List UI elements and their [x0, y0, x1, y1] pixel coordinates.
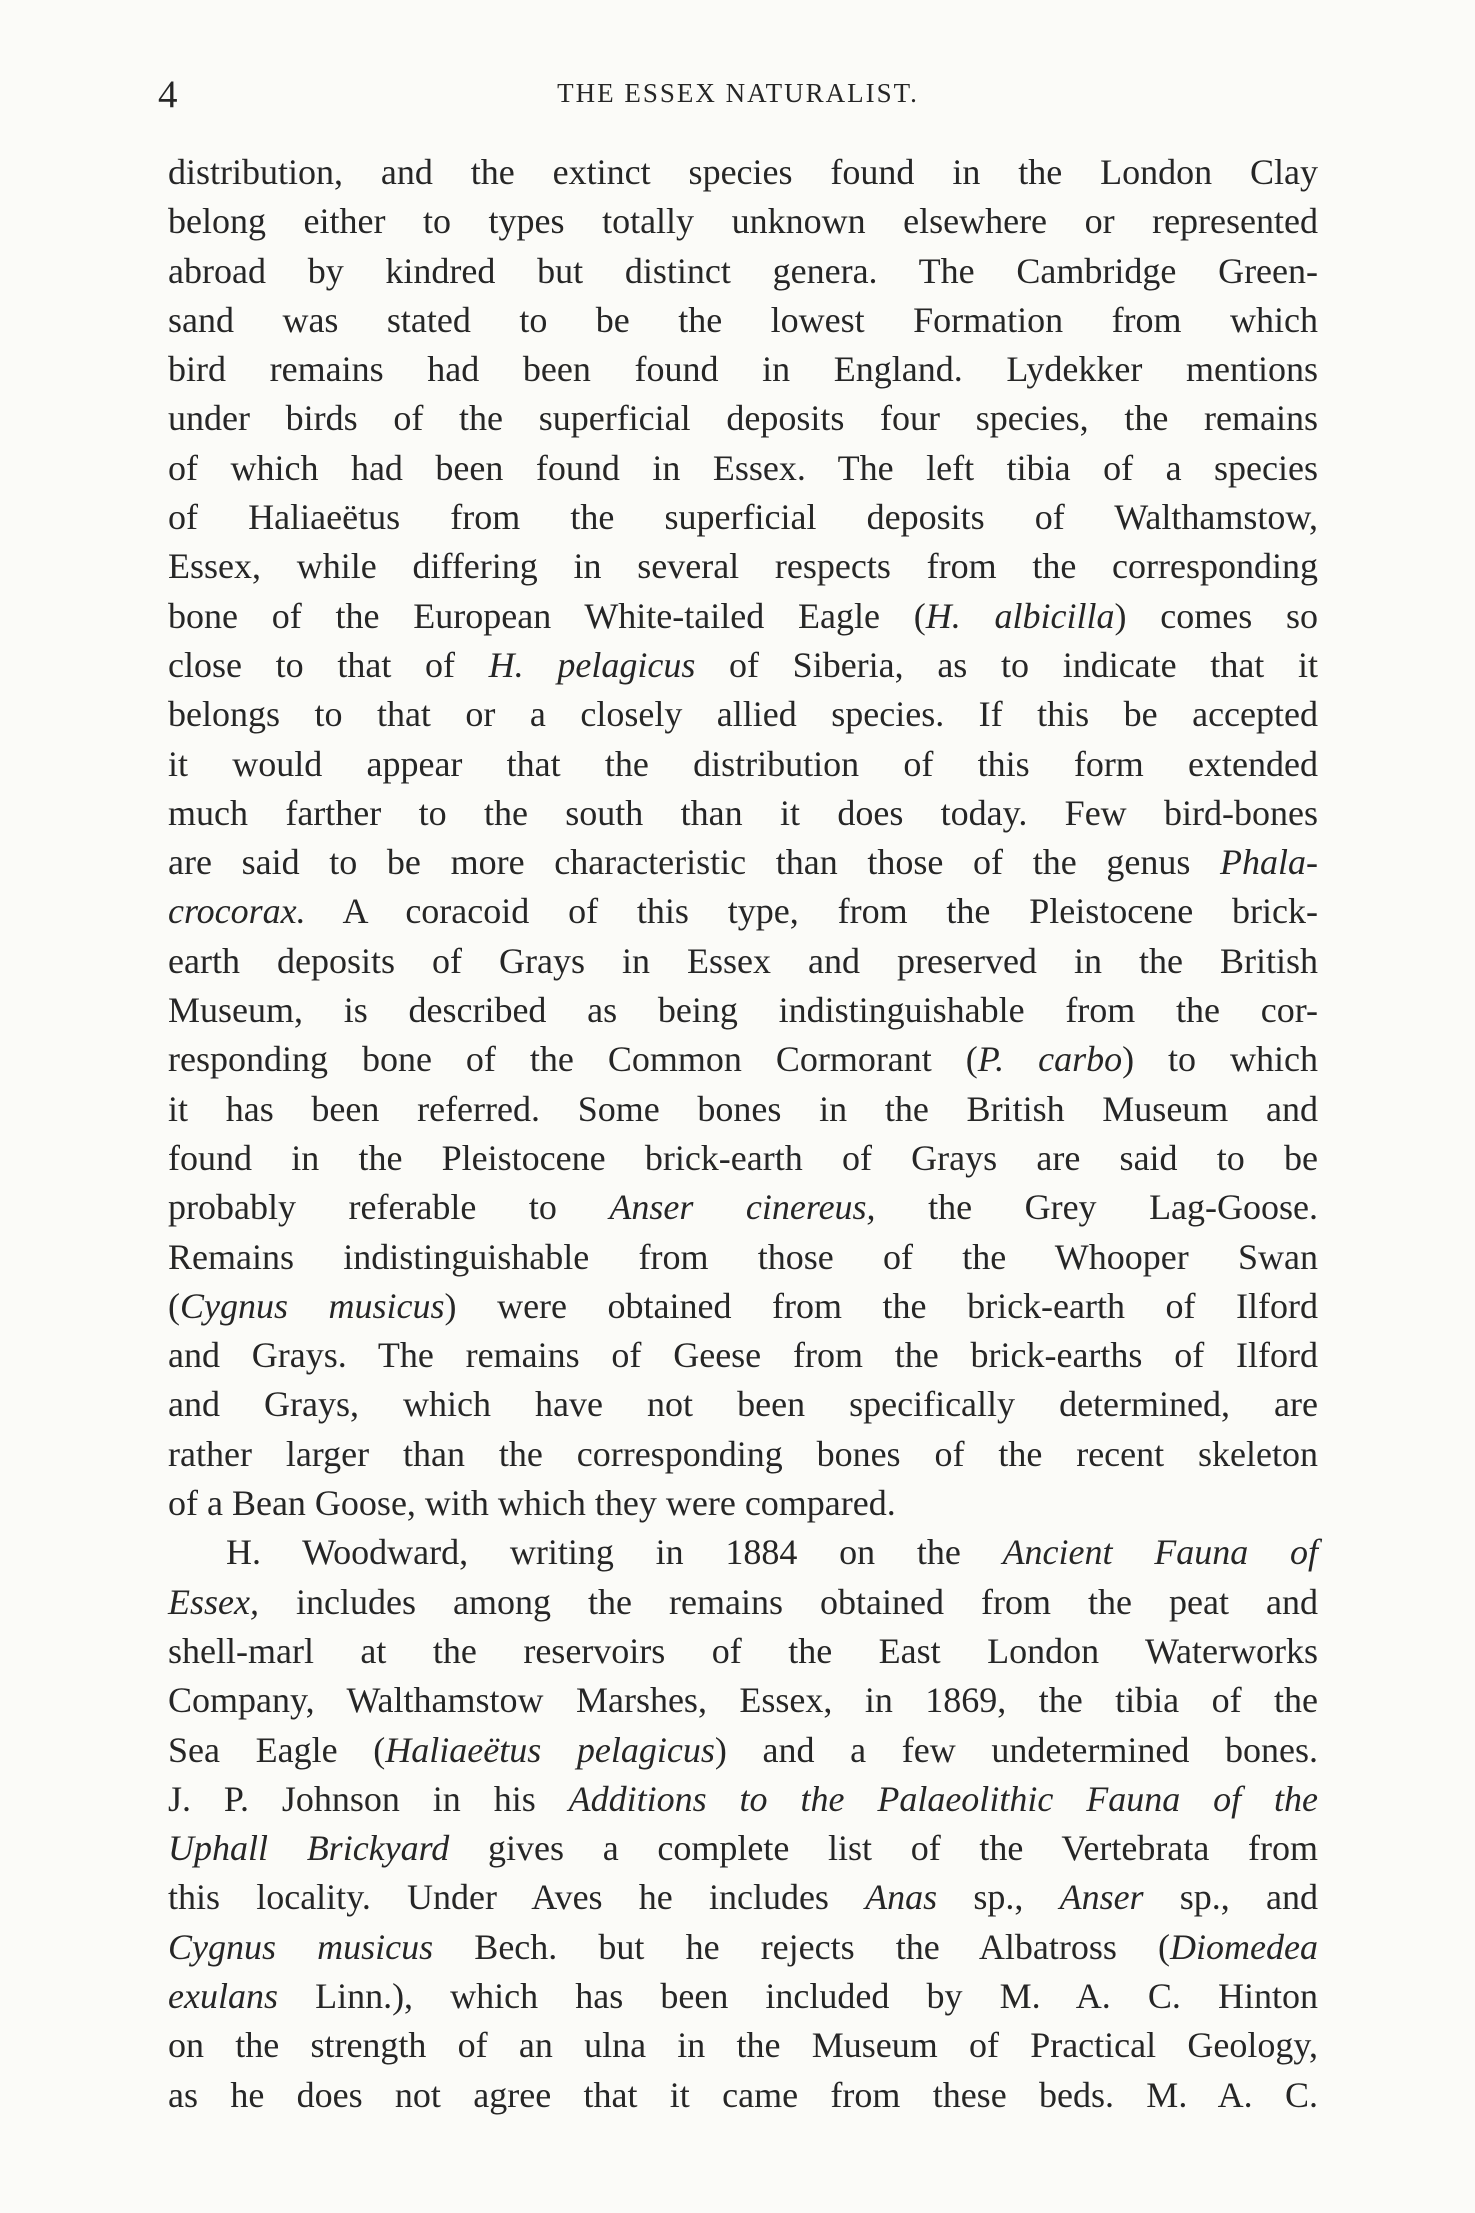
text-segment: Company, Walthamstow Marshes, Essex, in 1869, the tibia of the	[168, 1680, 1318, 1721]
text-segment: Museum, is described as being indistinguishable from the cor-	[168, 990, 1318, 1031]
text-segment: (	[168, 1285, 180, 1326]
text-line	[168, 2021, 1318, 2070]
text-segment: distribution, and the extinct species found in the London Clay	[168, 152, 1318, 192]
text-line	[168, 887, 1318, 936]
text-segment: are said to be more characteristic than those of the genus	[168, 842, 1221, 883]
text-segment: Bech. but he rejects the Albatross (	[433, 1926, 1171, 1967]
text-segment: it has been referred. Some bones in the British Museum and	[168, 1088, 1318, 1129]
text-line	[168, 296, 1318, 345]
italic-segment: Uphall Brickyard	[168, 1828, 450, 1869]
italic-segment: Haliaeëtus pelagicus	[385, 1729, 715, 1770]
text-line	[168, 1282, 1318, 1331]
text-segment: of which had been found in Essex. The left tibia of a species	[168, 447, 1318, 488]
page-number: 4	[158, 73, 178, 116]
paragraph-end-line	[168, 1479, 1318, 1528]
text-line	[168, 493, 1318, 542]
text-line	[168, 1726, 1318, 1775]
text-segment: abroad by kindred but distinct genera. The Cambridge Green-	[168, 250, 1318, 291]
text-segment: rather larger than the corresponding bones of the recent skeleton	[168, 1433, 1318, 1474]
text-segment: and Grays. The remains of Geese from the brick-earths of Ilford	[168, 1335, 1318, 1376]
running-head	[158, 72, 1318, 122]
text-segment: as he does not agree that it came from these beds. M. A. C.	[168, 2074, 1318, 2115]
text-line	[168, 542, 1318, 591]
text-segment: J. P. Johnson in his	[168, 1778, 569, 1819]
text-segment: sand was stated to be the lowest Formation from which	[168, 299, 1318, 340]
text-segment: bone of the European White-tailed Eagle (	[168, 595, 926, 636]
text-segment: it would appear that the distribution of this form extended	[168, 743, 1318, 784]
italic-segment: Cygnus musicus	[168, 1926, 434, 1967]
text-line	[168, 1380, 1318, 1429]
text-line	[168, 345, 1318, 394]
text-line	[168, 197, 1318, 246]
italic-segment: Phala-	[1220, 842, 1318, 883]
text-line	[168, 1627, 1318, 1676]
journal-title: THE ESSEX NATURALIST.	[557, 78, 919, 108]
text-segment: sp., and	[1143, 1877, 1318, 1918]
italic-segment: exulans	[168, 1975, 278, 2016]
text-segment: ) to which	[1122, 1039, 1319, 1080]
text-segment: of Siberia, as to indicate that it	[695, 644, 1318, 685]
italic-segment: P. carbo	[977, 1039, 1123, 1080]
italic-segment: Diomedea	[1170, 1926, 1319, 1967]
text-line	[168, 690, 1318, 739]
text-line	[168, 1972, 1318, 2021]
text-line	[168, 1676, 1318, 1725]
italic-segment: Anser cinereus,	[609, 1187, 876, 1228]
paragraph-start-line	[168, 1528, 1318, 1577]
text-segment: ) and a few undetermined bones.	[714, 1729, 1318, 1770]
text-segment: includes among the remains obtained from the peat and	[258, 1581, 1318, 1622]
text-segment: belong either to types totally unknown elsewhere or represented	[168, 201, 1318, 242]
text-segment: shell-marl at the reservoirs of the East London Waterworks	[168, 1630, 1318, 1671]
text-segment: on the strength of an ulna in the Museum of Practical Geology,	[168, 2025, 1318, 2066]
italic-segment: H. pelagicus	[488, 644, 696, 685]
text-segment: probably referable to	[168, 1187, 610, 1228]
text-line	[168, 1775, 1318, 1824]
text-segment: Essex, while differing in several respects from the corresponding	[168, 546, 1318, 587]
text-segment: of Haliaeëtus from the superficial deposits of Walthamstow,	[168, 497, 1318, 538]
italic-segment: Ancient Fauna of	[1002, 1532, 1318, 1573]
text-line	[168, 789, 1318, 838]
text-line	[168, 641, 1318, 690]
text-line	[168, 1085, 1318, 1134]
text-segment: Linn.), which has been included by M. A. C. Hinton	[277, 1975, 1318, 2016]
text-line	[168, 394, 1318, 443]
italic-segment: Anser	[1059, 1877, 1144, 1918]
text-line	[168, 592, 1318, 641]
italic-segment: Essex,	[168, 1581, 259, 1622]
text-line	[168, 740, 1318, 789]
text-line	[168, 1873, 1318, 1922]
text-line	[168, 1331, 1318, 1380]
text-segment: H. Woodward, writing in 1884 on the	[226, 1532, 1003, 1573]
body-text	[168, 148, 1318, 2120]
text-segment: earth deposits of Grays in Essex and preserved in the British	[168, 940, 1318, 981]
text-line	[168, 1824, 1318, 1873]
text-segment: of a Bean Goose, with which they were compared.	[168, 1483, 896, 1524]
text-segment: Remains indistinguishable from those of the Whooper Swan	[168, 1236, 1318, 1277]
text-segment: found in the Pleistocene brick-earth of Grays are said to be	[168, 1137, 1318, 1178]
text-line	[168, 1430, 1318, 1479]
text-segment: sp.,	[937, 1877, 1060, 1918]
text-line	[168, 1578, 1318, 1627]
text-segment: bird remains had been found in England. Lydekker mentions	[168, 349, 1318, 390]
text-segment: under birds of the superficial deposits four species, the remains	[168, 398, 1318, 439]
text-segment: much farther to the south than it does today. Few bird-bones	[168, 792, 1318, 833]
text-line	[168, 1923, 1318, 1972]
text-line	[168, 148, 1318, 197]
text-line	[168, 1233, 1318, 1282]
text-segment: ) were obtained from the brick-earth of Ilford	[444, 1285, 1319, 1326]
italic-segment: crocorax.	[168, 891, 306, 932]
text-segment: the Grey Lag-Goose.	[875, 1187, 1319, 1228]
italic-segment: Additions to the Palaeolithic Fauna of the	[568, 1778, 1318, 1819]
text-line	[168, 444, 1318, 493]
text-segment: A coracoid of this type, from the Pleistocene brick-	[305, 891, 1318, 932]
text-line	[168, 247, 1318, 296]
text-segment: responding bone of the Common Cormorant (	[168, 1039, 978, 1080]
text-line	[168, 986, 1318, 1035]
text-line	[168, 937, 1318, 986]
text-segment: this locality. Under Aves he includes	[168, 1877, 866, 1918]
text-line	[168, 838, 1318, 887]
text-segment: Sea Eagle (	[168, 1729, 386, 1770]
italic-segment: H. albicilla	[925, 595, 1115, 636]
italic-segment: Cygnus musicus	[180, 1285, 445, 1326]
text-segment: gives a complete list of the Vertebrata from	[449, 1828, 1318, 1869]
text-line	[168, 2071, 1318, 2120]
text-line	[168, 1035, 1318, 1084]
text-segment: ) comes so	[1114, 595, 1318, 636]
text-segment: belongs to that or a closely allied species. If this be accepted	[168, 694, 1318, 735]
italic-segment: Anas	[865, 1877, 938, 1918]
text-line	[168, 1134, 1318, 1183]
text-segment: close to that of	[168, 644, 489, 685]
text-segment: and Grays, which have not been specifically determined, are	[168, 1384, 1318, 1425]
text-line	[168, 1183, 1318, 1232]
